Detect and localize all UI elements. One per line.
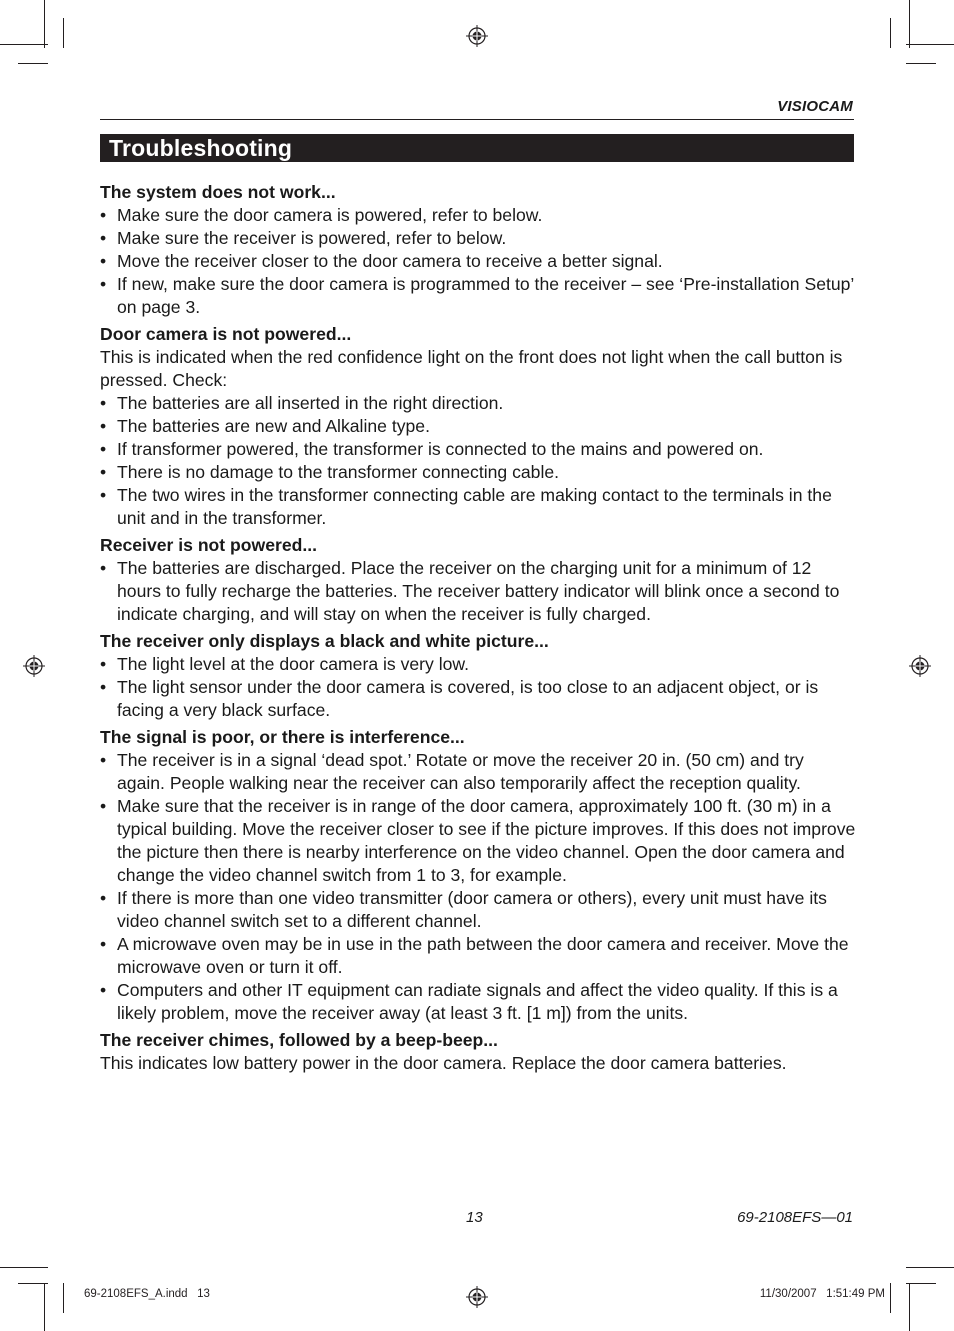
bullet-list (100, 749, 856, 1025)
bullet-list (100, 204, 856, 319)
crop-mark (909, 1283, 910, 1331)
list-item: • Computers and other IT equipment can radiate signals and affect the video quality. If this is a likely problem, move the receiver away (at least 3 ft. [1 m]) from the units. (100, 979, 856, 1025)
crop-mark (909, 0, 910, 48)
list-item: • The two wires in the transformer connecting cable are making contact to the terminals in the unit and in the transformer. (100, 484, 856, 530)
list-item: • There is no damage to the transformer connecting cable. (100, 461, 856, 484)
list-item: • If there is more than one video transmitter (door camera or others), every unit must have its video channel switch set to a different channel. (100, 887, 856, 933)
crop-mark (63, 18, 64, 48)
page-title: Troubleshooting (100, 134, 854, 162)
list-item: • The batteries are new and Alkaline type. (100, 415, 856, 438)
crop-mark (44, 0, 45, 48)
crop-mark (63, 1283, 64, 1313)
crop-mark (18, 63, 48, 64)
list-item: • A microwave oven may be in use in the path between the door camera and receiver. Move the microwave oven or turn it off. (100, 933, 856, 979)
crop-mark (0, 1267, 48, 1268)
section-receiver-not-powered (100, 534, 856, 626)
section-receiver-chimes (100, 1029, 856, 1075)
crop-mark (44, 1283, 45, 1331)
registration-mark-icon (23, 655, 45, 677)
list-item: • If new, make sure the door camera is programmed to the receiver – see ‘Pre-installation Setup’ on page 3. (100, 273, 856, 319)
section-heading: The signal is poor, or there is interference... (100, 727, 465, 747)
section-intro: This is indicated when the red confidence light on the front does not light when the call button is pressed. Check: (100, 347, 843, 390)
section-heading: The receiver only displays a black and white picture... (100, 631, 549, 651)
registration-mark-icon (909, 655, 931, 677)
registration-mark-icon (466, 25, 488, 47)
section-poor-signal (100, 726, 856, 1025)
list-item: • The light sensor under the door camera is covered, is too close to an adjacent object, or is facing a very black surface. (100, 676, 856, 722)
document-code: 69-2108EFS—01 (737, 1209, 853, 1226)
list-item: • The batteries are discharged. Place the receiver on the charging unit for a minimum of 12 hours to fully recharge the batteries. The receiver battery indicator will blink once a second to indicate charging, and will stay on when the receiver is fully charged. (100, 557, 856, 626)
bullet-list (100, 392, 856, 530)
bullet-list (100, 557, 856, 626)
print-slug-date: 11/30/2007 1:51:49 PM (759, 1288, 885, 1300)
running-header: VISIOCAM (777, 98, 853, 115)
section-door-camera-not-powered (100, 323, 856, 530)
list-item: • The batteries are all inserted in the right direction. (100, 392, 856, 415)
crop-mark (906, 44, 954, 45)
crop-mark (890, 18, 891, 48)
section-black-white-picture (100, 630, 856, 722)
troubleshooting-content (100, 181, 856, 1079)
crop-mark (906, 1283, 936, 1284)
list-item: • Make sure the receiver is powered, refer to below. (100, 227, 856, 250)
section-intro: This indicates low battery power in the door camera. Replace the door camera batteries. (100, 1053, 787, 1073)
registration-mark-icon (466, 1286, 488, 1308)
list-item: • If transformer powered, the transformer is connected to the mains and powered on. (100, 438, 856, 461)
crop-mark (890, 1283, 891, 1313)
print-slug-file: 69-2108EFS_A.indd 13 (84, 1288, 210, 1300)
header-rule (100, 119, 854, 120)
page-number: 13 (466, 1209, 483, 1226)
section-heading: The system does not work... (100, 182, 336, 202)
list-item: • Make sure that the receiver is in range of the door camera, approximately 100 ft. (30 m) in a typical building. Move the receiver closer to see if the picture improves. If this does not improve the picture then there is nearby interference on the video channel. Open the door camera and change the video channel switch from 1 to 3, for example. (100, 795, 856, 887)
section-heading: The receiver chimes, followed by a beep-beep... (100, 1030, 498, 1050)
crop-mark (0, 44, 48, 45)
list-item: • Make sure the door camera is powered, refer to below. (100, 204, 856, 227)
section-heading: Door camera is not powered... (100, 324, 352, 344)
crop-mark (906, 1267, 954, 1268)
list-item: • The light level at the door camera is very low. (100, 653, 856, 676)
list-item: • Move the receiver closer to the door camera to receive a better signal. (100, 250, 856, 273)
list-item: • The receiver is in a signal ‘dead spot.’ Rotate or move the receiver 20 in. (50 cm) and try again. People walking near the receiver can also temporarily affect the reception quality. (100, 749, 856, 795)
bullet-list (100, 653, 856, 722)
section-heading: Receiver is not powered... (100, 535, 318, 555)
crop-mark (18, 1283, 48, 1284)
crop-mark (906, 63, 936, 64)
section-system-not-working (100, 181, 856, 319)
